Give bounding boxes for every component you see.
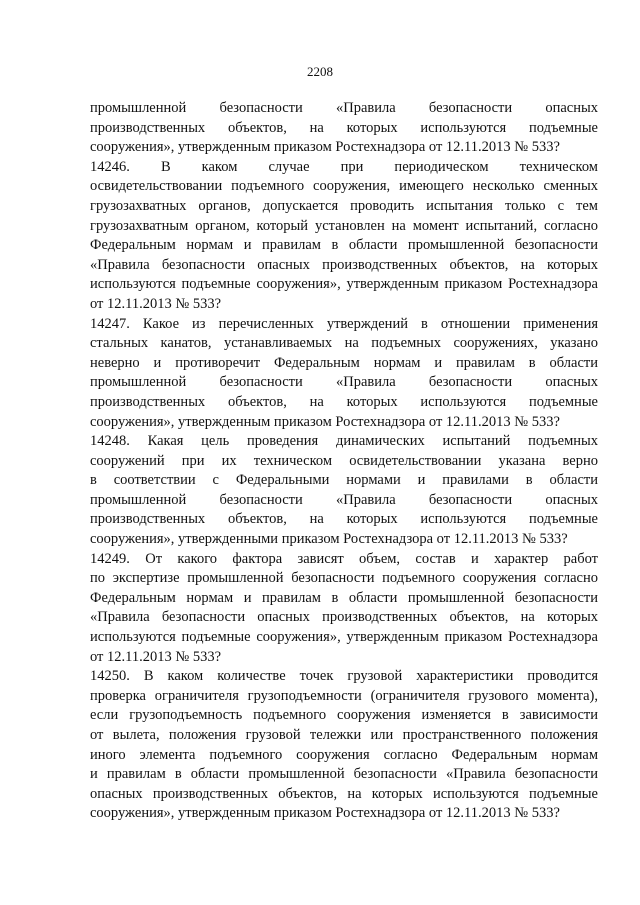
text-line: производственных объектов, на которых используются подъемные bbox=[90, 511, 598, 528]
text-line: промышленной безопасности «Правила безопасности опасных bbox=[90, 374, 598, 391]
text-line: от 12.11.2013 № 533? bbox=[90, 295, 222, 312]
text-line: грузозахватным органом, который установлен на момент испытаний, согласно bbox=[90, 217, 598, 234]
text-line: сооружения», утвержденным приказом Ростехнадзора от 12.11.2013 № 533? bbox=[90, 805, 560, 822]
text-line: от вылета, положения грузовой тележки или пространственного положения bbox=[90, 727, 598, 743]
text-line: опасных производственных объектов, на которых используются подъемные bbox=[90, 785, 598, 802]
text-line: «Правила безопасности опасных производственных объектов, на которых bbox=[90, 256, 598, 273]
text-line: промышленной безопасности «Правила безопасности опасных bbox=[90, 491, 598, 508]
text-line: если грузоподъемность подъемного сооружения изменяется в зависимости bbox=[90, 707, 598, 724]
text-line: Федеральным нормам и правилам в области промышленной безопасности bbox=[90, 589, 598, 606]
text-line: проверка ограничителя грузоподъемности (ограничителя грузового момента), bbox=[90, 687, 598, 704]
text-line: сооружения», утвержденными приказом Ростехнадзора от 12.11.2013 № 533? bbox=[90, 531, 568, 548]
text-line: и правилам в области промышленной безопасности «Правила безопасности bbox=[90, 766, 598, 783]
text-line: производственных объектов, на которых используются подъемные bbox=[90, 119, 598, 136]
text-line: 14246. В каком случае при периодическом техническом bbox=[90, 158, 598, 175]
text-line: стальных канатов, устанавливаемых на подъемных сооружениях, указано bbox=[90, 335, 598, 352]
text-line: 14247. Какое из перечисленных утверждений в отношении применения bbox=[90, 315, 598, 332]
text-line: грузозахватных органов, допускается проводить испытания только с тем bbox=[90, 197, 598, 214]
text-line: неверно и противоречит Федеральным нормам и правилам в области bbox=[90, 354, 598, 371]
text-line: сооружений при их техническом освидетельствовании указана верно bbox=[90, 452, 598, 469]
text-line: освидетельствовании подъемного сооружения, имеющего несколько сменных bbox=[90, 178, 598, 195]
text-line: 14248. Какая цель проведения динамических испытаний подъемных bbox=[90, 433, 598, 450]
text-line: в соответствии с Федеральными нормами и правилами в области bbox=[90, 472, 598, 489]
text-line: иного элемента подъемного сооружения согласно Федеральным нормам bbox=[90, 746, 598, 763]
text-line: производственных объектов, на которых используются подъемные bbox=[90, 393, 598, 410]
text-line: используются подъемные сооружения», утвержденным приказом Ростехнадзора bbox=[90, 276, 598, 293]
text-line: Федеральным нормам и правилам в области промышленной безопасности bbox=[90, 237, 598, 254]
text-line: от 12.11.2013 № 533? bbox=[90, 648, 222, 665]
text-line: «Правила безопасности опасных производственных объектов, на которых bbox=[90, 609, 598, 626]
page-number: 2208 bbox=[307, 64, 333, 79]
text-line: используются подъемные сооружения», утвержденным приказом Ростехнадзора bbox=[90, 629, 598, 646]
text-line: 14250. В каком количестве точек грузовой характеристики проводится bbox=[90, 668, 598, 685]
text-line: по экспертизе промышленной безопасности подъемного сооружения согласно bbox=[90, 570, 598, 587]
text-line: сооружения», утвержденным приказом Ростехнадзора от 12.11.2013 № 533? bbox=[90, 139, 560, 156]
text-line: сооружения», утвержденным приказом Ростехнадзора от 12.11.2013 № 533? bbox=[90, 413, 560, 430]
document-body bbox=[90, 99, 598, 824]
text-line: 14249. От какого фактора зависят объем, состав и характер работ bbox=[90, 550, 598, 567]
text-line: промышленной безопасности «Правила безопасности опасных bbox=[90, 100, 598, 116]
